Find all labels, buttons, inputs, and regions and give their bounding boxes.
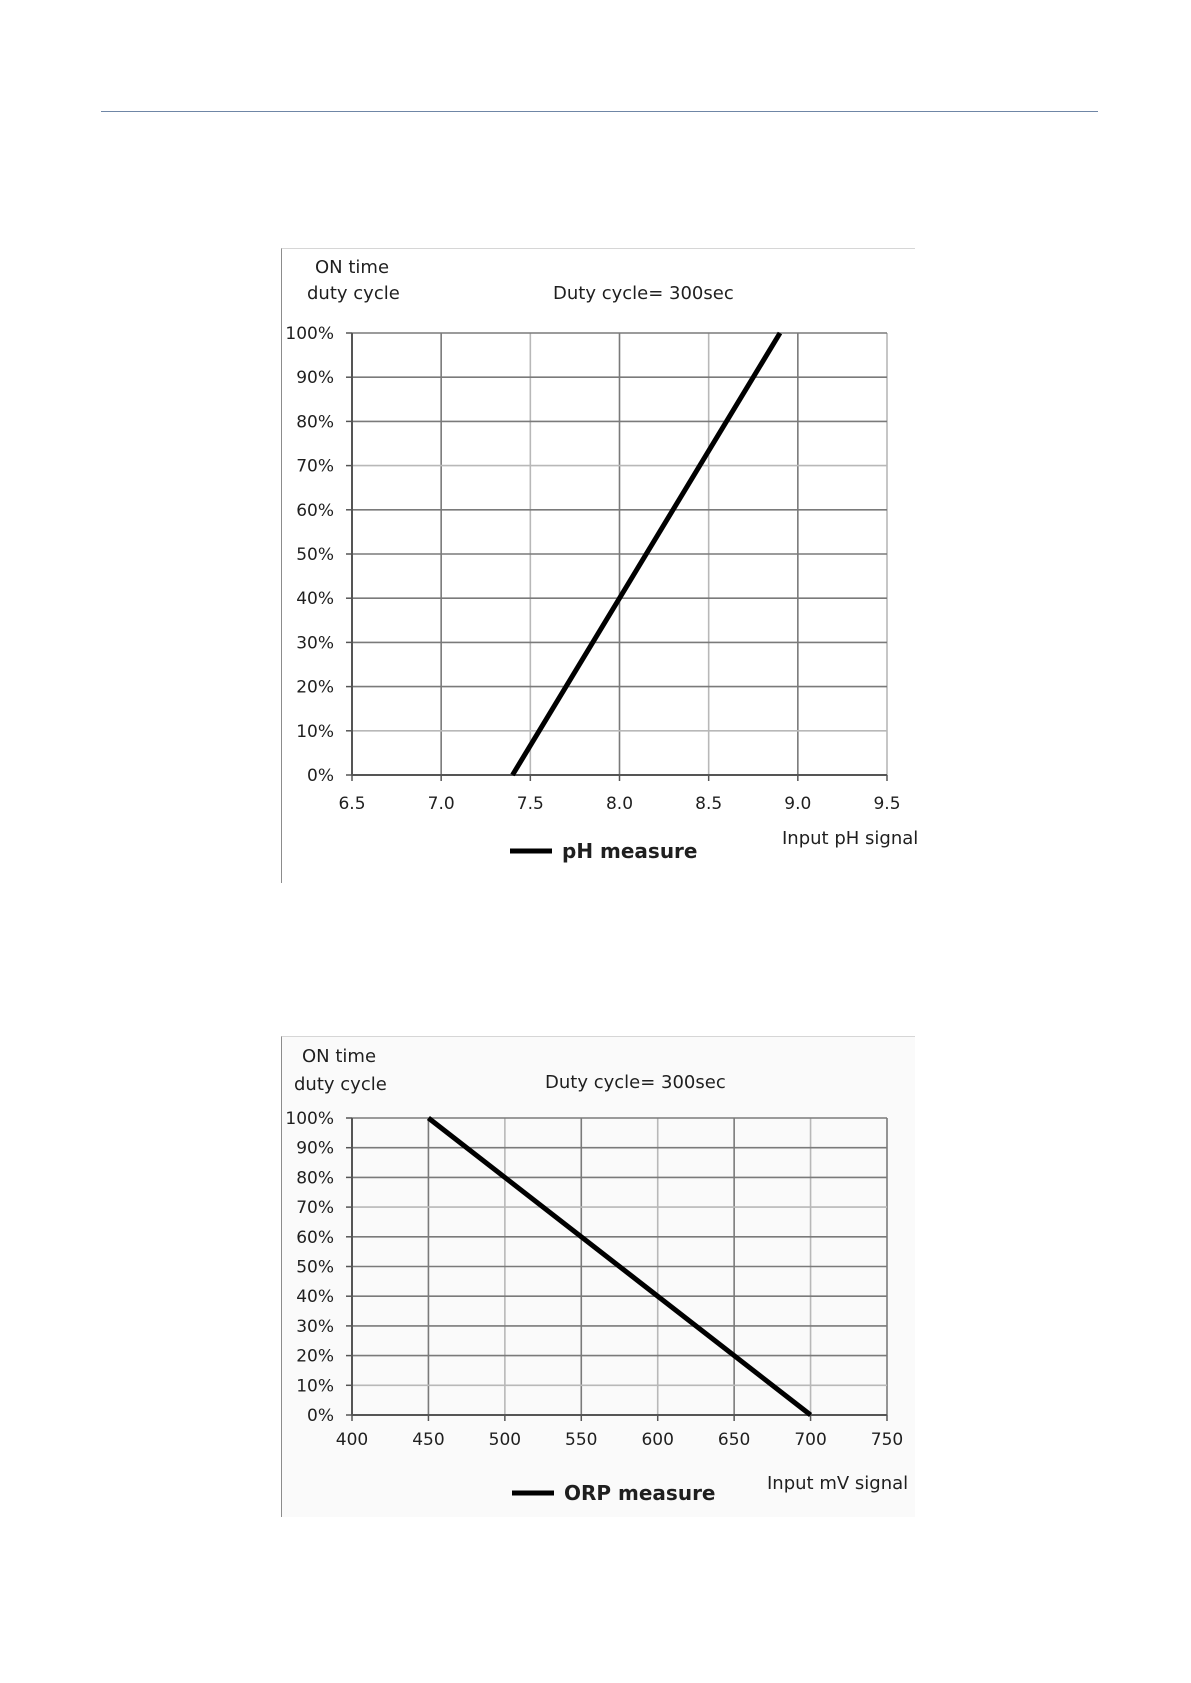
- y-axis-title-line-2: duty cycle: [307, 283, 400, 304]
- orp-chart-panel: [281, 1036, 915, 1517]
- y-tick-label: 40%: [296, 1287, 334, 1308]
- y-tick-label: 30%: [296, 1316, 334, 1337]
- chart-title: Duty cycle= 300sec: [545, 1072, 726, 1093]
- ph-chart: [282, 249, 919, 883]
- chart-title: Duty cycle= 300sec: [553, 283, 734, 304]
- x-tick-label: 700: [794, 1430, 827, 1450]
- y-tick-label: 20%: [296, 1346, 334, 1367]
- grid: [352, 333, 887, 775]
- header-rule: [101, 111, 1098, 112]
- y-tick-label: 40%: [296, 589, 334, 610]
- y-axis-title-line-1: ON time: [302, 1046, 377, 1067]
- x-axis-title: Input pH signal: [782, 828, 919, 849]
- x-tick-label: 750: [870, 1430, 904, 1450]
- y-tick-label: 10%: [296, 1376, 334, 1397]
- x-tick-label: 8.5: [695, 794, 723, 814]
- x-tick-label: 6.5: [338, 794, 366, 814]
- x-tick-label: 7.5: [516, 794, 544, 814]
- ph-chart-panel: [281, 248, 919, 883]
- y-tick-label: 90%: [296, 1138, 334, 1159]
- x-tick-label: 550: [565, 1430, 598, 1450]
- x-tick-label: 400: [335, 1430, 369, 1450]
- tick-labels: [285, 324, 900, 814]
- y-tick-label: 100%: [285, 1109, 334, 1129]
- y-tick-label: 70%: [296, 456, 334, 477]
- y-tick-label: 60%: [296, 500, 334, 521]
- x-tick-label: 600: [641, 1430, 674, 1450]
- x-tick-label: 450: [412, 1430, 445, 1450]
- y-tick-label: 0%: [307, 1406, 334, 1426]
- x-tick-label: 500: [488, 1430, 522, 1450]
- y-axis-title-line-2: duty cycle: [294, 1074, 387, 1095]
- x-axis-title: Input mV signal: [767, 1473, 909, 1494]
- y-axis-title-line-1: ON time: [315, 257, 390, 278]
- y-tick-label: 80%: [296, 1168, 334, 1189]
- x-tick-label: 7.0: [427, 794, 455, 814]
- orp-chart: [282, 1037, 915, 1517]
- y-tick-label: 70%: [296, 1198, 334, 1219]
- y-tick-label: 0%: [307, 766, 334, 786]
- legend-label: ORP measure: [564, 1481, 716, 1505]
- x-tick-label: 650: [717, 1430, 751, 1450]
- y-tick-label: 50%: [296, 545, 334, 565]
- y-tick-label: 80%: [296, 412, 334, 433]
- y-tick-label: 50%: [296, 1257, 334, 1278]
- x-tick-label: 9.5: [873, 794, 901, 814]
- y-tick-label: 90%: [296, 368, 334, 389]
- legend-label: pH measure: [562, 839, 698, 863]
- y-tick-label: 10%: [296, 721, 334, 742]
- x-tick-label: 8.0: [605, 794, 634, 814]
- y-tick-label: 30%: [296, 633, 334, 654]
- x-tick-label: 9.0: [784, 794, 812, 814]
- y-tick-label: 60%: [296, 1227, 334, 1248]
- y-tick-label: 20%: [296, 677, 334, 698]
- y-tick-label: 100%: [285, 324, 334, 344]
